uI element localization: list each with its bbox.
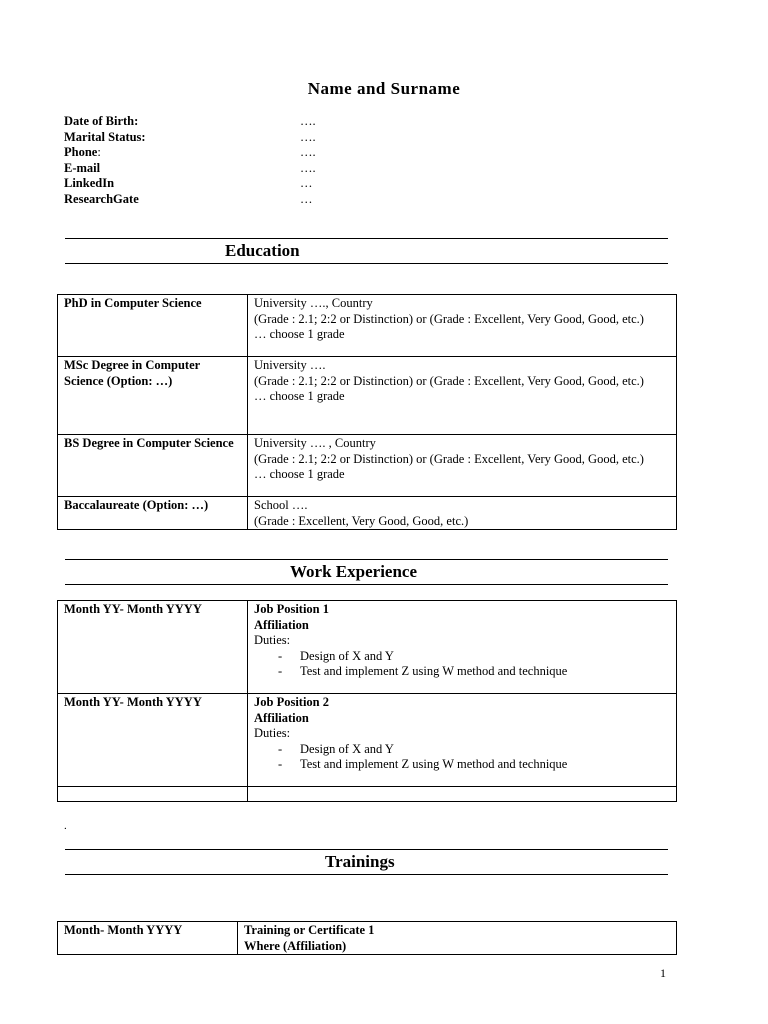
cv-name-heading: Name and Surname [307, 79, 461, 98]
page-number: 1 [660, 966, 666, 980]
info-label: ResearchGate [64, 191, 139, 206]
table-row-empty [58, 787, 677, 802]
table-row [58, 601, 677, 694]
info-label: Date of Birth: [64, 114, 139, 128]
table-row [58, 694, 677, 787]
info-label: LinkedIn [64, 176, 115, 190]
info-value: …. [300, 114, 316, 128]
table-row [58, 295, 677, 357]
degree-cell: PhD in Computer Science [58, 295, 248, 357]
duty-item: - Test and implement Z using W method and technique [278, 664, 670, 680]
section-rule-top [65, 238, 668, 239]
work-heading: Work Experience [290, 562, 418, 581]
table-row [58, 497, 677, 530]
section-rule-top [65, 849, 668, 850]
info-value: … [300, 176, 313, 190]
trainings-heading: Trainings [325, 852, 395, 871]
work-table [57, 600, 677, 802]
section-rule-bottom [65, 874, 668, 875]
degree-cell: BS Degree in Computer Science [58, 435, 248, 497]
institution-line: University …. , Country [254, 436, 376, 450]
grade-line: (Grade : 2.1; 2:2 or Distinction) or (Grade : Excellent, Very Good, Good, etc.) [254, 451, 644, 466]
job-cell [248, 694, 677, 787]
duties-list [254, 742, 670, 773]
degree-cell: Baccalaureate (Option: …) [58, 497, 248, 530]
job-affiliation: Affiliation [254, 710, 309, 725]
section-rule-bottom [65, 263, 668, 264]
institution-cell [248, 357, 677, 435]
stray-dot: . [64, 820, 67, 832]
info-value: …. [300, 145, 316, 159]
duty-item: - Design of X and Y [278, 649, 670, 665]
institution-line: School …. [254, 498, 308, 512]
info-row-email [64, 160, 316, 177]
info-row-dob [64, 114, 316, 130]
grade-line: (Grade : Excellent, Very Good, Good, etc.) [254, 513, 469, 528]
grade-note: … choose 1 grade [254, 327, 345, 341]
institution-line: University …., Country [254, 296, 373, 310]
info-row-researchgate [64, 191, 313, 208]
info-value: …. [300, 160, 316, 175]
job-position: Job Position 1 [254, 602, 330, 616]
info-value: … [300, 191, 313, 206]
info-row-marital [64, 129, 316, 146]
table-row [58, 922, 677, 955]
info-value: …. [300, 129, 316, 144]
info-label: E-mail [64, 160, 101, 175]
period-cell: Month- Month YYYY [58, 922, 238, 955]
section-rule-top [65, 559, 668, 560]
degree-cell: MSc Degree in Computer Science (Option: …) [58, 357, 248, 435]
info-colon: : [97, 145, 101, 159]
empty-cell [58, 787, 248, 802]
duty-item: - Test and implement Z using W method and technique [278, 757, 670, 773]
empty-cell [248, 787, 677, 802]
duty-item: - Design of X and Y [278, 742, 670, 758]
grade-line: (Grade : 2.1; 2:2 or Distinction) or (Grade : Excellent, Very Good, Good, etc.) [254, 373, 644, 388]
grade-note: … choose 1 grade [254, 389, 345, 403]
education-table [57, 294, 677, 530]
table-row [58, 435, 677, 497]
personal-info [64, 114, 316, 207]
table-row [58, 357, 677, 435]
duties-label: Duties: [254, 633, 291, 647]
period-cell: Month YY- Month YYYY [58, 601, 248, 694]
grade-note: … choose 1 grade [254, 467, 345, 481]
trainings-table [57, 921, 677, 955]
institution-cell [248, 497, 677, 530]
training-where: Where (Affiliation) [244, 938, 347, 953]
education-heading: Education [225, 241, 300, 260]
info-row-linkedin [64, 176, 313, 192]
info-row-phone [64, 145, 316, 161]
info-label: Marital Status: [64, 129, 146, 144]
section-rule-bottom [65, 584, 668, 585]
job-affiliation: Affiliation [254, 617, 309, 632]
institution-line: University …. [254, 358, 326, 372]
job-position: Job Position 2 [254, 695, 330, 709]
duties-label: Duties: [254, 726, 291, 740]
duties-list [254, 649, 670, 680]
institution-cell [248, 295, 677, 357]
period-cell: Month YY- Month YYYY [58, 694, 248, 787]
job-cell [248, 601, 677, 694]
info-label: Phone [64, 145, 98, 159]
institution-cell [248, 435, 677, 497]
training-cell [238, 922, 677, 955]
grade-line: (Grade : 2.1; 2:2 or Distinction) or (Grade : Excellent, Very Good, Good, etc.) [254, 311, 644, 326]
training-name: Training or Certificate 1 [244, 923, 375, 937]
